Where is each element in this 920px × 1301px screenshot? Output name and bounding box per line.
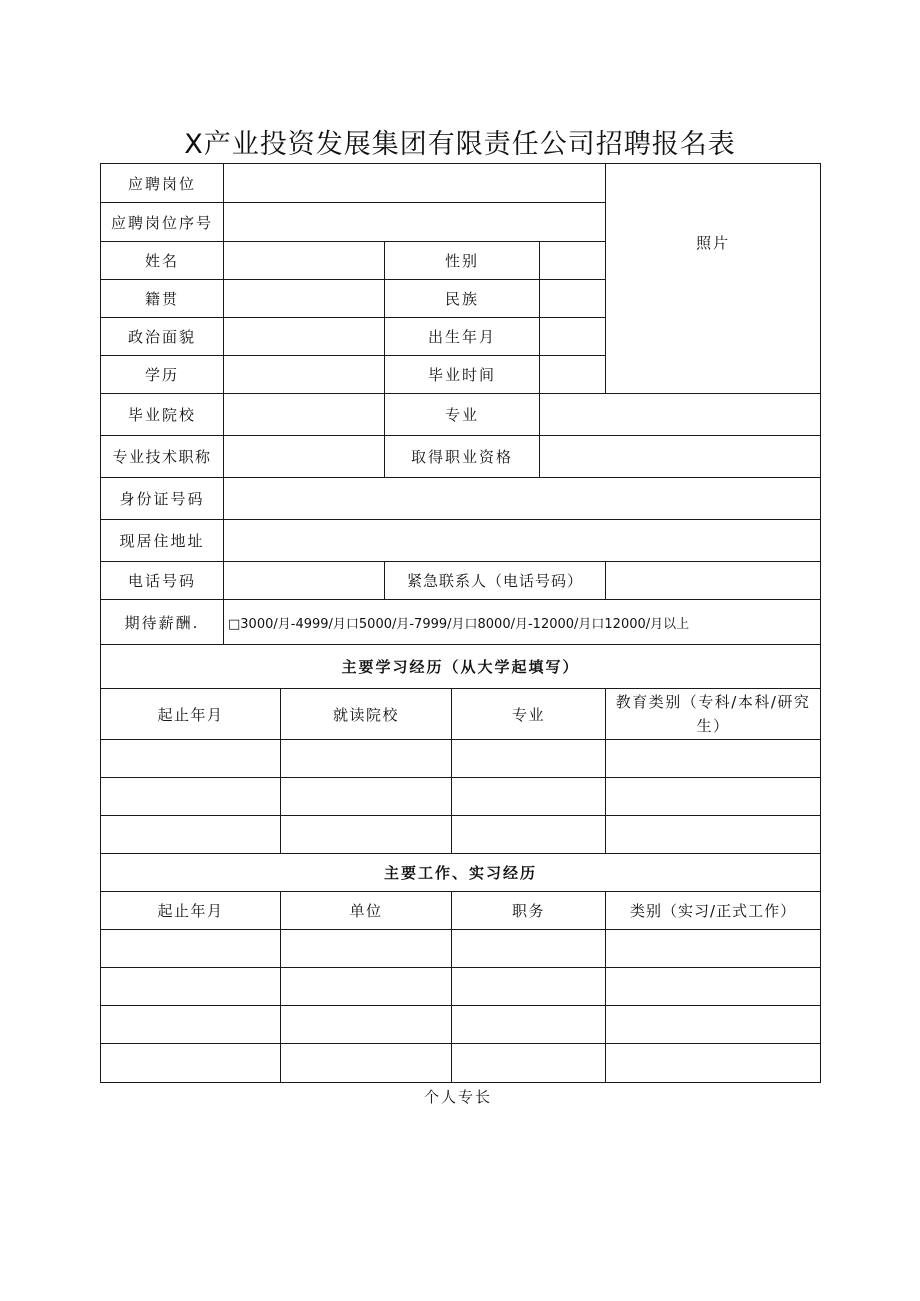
emergency-contact-label: 紧急联系人（电话号码） bbox=[385, 562, 606, 600]
work-row-cell[interactable] bbox=[452, 930, 606, 968]
education-col-type: 教育类别（专科/本科/研究生） bbox=[606, 689, 821, 740]
position-field[interactable] bbox=[224, 164, 606, 203]
education-history-heading: 主要学习经历（从大学起填写） bbox=[101, 645, 821, 689]
work-row-cell[interactable] bbox=[452, 1006, 606, 1044]
education-row-cell[interactable] bbox=[101, 816, 281, 854]
major-label: 专业 bbox=[385, 394, 540, 436]
professional-title-field[interactable] bbox=[224, 436, 385, 478]
work-row-cell[interactable] bbox=[101, 1044, 281, 1083]
education-label: 学历 bbox=[101, 356, 224, 394]
id-number-label: 身份证号码 bbox=[101, 478, 224, 520]
qualification-label: 取得职业资格 bbox=[385, 436, 540, 478]
native-place-label: 籍贯 bbox=[101, 280, 224, 318]
work-row-cell[interactable] bbox=[281, 968, 452, 1006]
work-row-cell[interactable] bbox=[606, 968, 821, 1006]
education-row-cell[interactable] bbox=[452, 816, 606, 854]
work-row-cell[interactable] bbox=[606, 1044, 821, 1083]
education-col-major: 专业 bbox=[452, 689, 606, 740]
work-row-cell[interactable] bbox=[101, 968, 281, 1006]
education-row-cell[interactable] bbox=[606, 740, 821, 778]
education-row-cell[interactable] bbox=[452, 740, 606, 778]
ethnicity-label: 民族 bbox=[385, 280, 540, 318]
education-col-school: 就读院校 bbox=[281, 689, 452, 740]
work-col-position: 职务 bbox=[452, 892, 606, 930]
position-number-field[interactable] bbox=[224, 203, 606, 242]
name-field[interactable] bbox=[224, 242, 385, 280]
education-row-cell[interactable] bbox=[101, 740, 281, 778]
phone-label: 电话号码 bbox=[101, 562, 224, 600]
address-label: 现居住地址 bbox=[101, 520, 224, 562]
salary-options[interactable]: □3000/月-4999/月口5000/月-7999/月口8000/月-12000/月口12000/月以上 bbox=[224, 600, 821, 645]
work-col-type: 类别（实习/正式工作） bbox=[606, 892, 821, 930]
education-row-cell[interactable] bbox=[606, 778, 821, 816]
education-col-period: 起止年月 bbox=[101, 689, 281, 740]
work-row-cell[interactable] bbox=[281, 1006, 452, 1044]
native-place-field[interactable] bbox=[224, 280, 385, 318]
education-row-cell[interactable] bbox=[606, 816, 821, 854]
page-title: X产业投资发展集团有限责任公司招聘报名表 bbox=[184, 129, 736, 160]
graduate-school-field[interactable] bbox=[224, 394, 385, 436]
professional-title-label: 专业技术职称 bbox=[101, 436, 224, 478]
work-history-heading: 主要工作、实习经历 bbox=[101, 854, 821, 892]
education-row-cell[interactable] bbox=[452, 778, 606, 816]
work-col-period: 起止年月 bbox=[101, 892, 281, 930]
phone-field[interactable] bbox=[224, 562, 385, 600]
education-row-cell[interactable] bbox=[281, 740, 452, 778]
birth-date-field[interactable] bbox=[540, 318, 606, 356]
qualification-field[interactable] bbox=[540, 436, 821, 478]
expected-salary-label: 期待薪酬. bbox=[101, 600, 224, 645]
id-number-field[interactable] bbox=[224, 478, 821, 520]
work-row-cell[interactable] bbox=[606, 1006, 821, 1044]
graduate-school-label: 毕业院校 bbox=[101, 394, 224, 436]
education-field[interactable] bbox=[224, 356, 385, 394]
work-row-cell[interactable] bbox=[452, 1044, 606, 1083]
name-label: 姓名 bbox=[101, 242, 224, 280]
application-form-table bbox=[100, 163, 821, 1083]
work-row-cell[interactable] bbox=[281, 930, 452, 968]
work-row-cell[interactable] bbox=[606, 930, 821, 968]
work-row-cell[interactable] bbox=[101, 930, 281, 968]
photo-label: 照片 bbox=[696, 234, 731, 252]
emergency-contact-field[interactable] bbox=[606, 562, 821, 600]
work-row-cell[interactable] bbox=[452, 968, 606, 1006]
gender-field[interactable] bbox=[540, 242, 606, 280]
political-status-label: 政治面貌 bbox=[101, 318, 224, 356]
work-row-cell[interactable] bbox=[101, 1006, 281, 1044]
gender-label: 性别 bbox=[385, 242, 540, 280]
address-field[interactable] bbox=[224, 520, 821, 562]
position-number-label: 应聘岗位序号 bbox=[101, 203, 224, 242]
education-row-cell[interactable] bbox=[281, 816, 452, 854]
education-row-cell[interactable] bbox=[281, 778, 452, 816]
personal-skills-label: 个人专长 bbox=[423, 1088, 492, 1106]
education-row-cell[interactable] bbox=[101, 778, 281, 816]
work-col-employer: 单位 bbox=[281, 892, 452, 930]
graduation-time-field[interactable] bbox=[540, 356, 606, 394]
ethnicity-field[interactable] bbox=[540, 280, 606, 318]
political-status-field[interactable] bbox=[224, 318, 385, 356]
birth-date-label: 出生年月 bbox=[385, 318, 540, 356]
photo-box[interactable] bbox=[606, 164, 821, 394]
graduation-time-label: 毕业时间 bbox=[385, 356, 540, 394]
position-label: 应聘岗位 bbox=[101, 164, 224, 203]
major-field[interactable] bbox=[540, 394, 821, 436]
work-row-cell[interactable] bbox=[281, 1044, 452, 1083]
